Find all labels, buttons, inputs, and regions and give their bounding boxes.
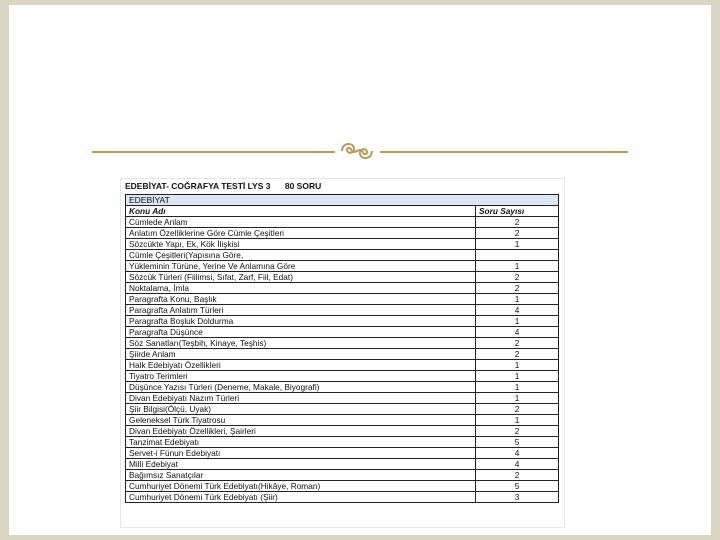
count-cell: 2 — [476, 426, 559, 437]
table-row — [126, 283, 559, 294]
table-row — [126, 217, 559, 228]
section-row — [126, 195, 559, 206]
topic-cell: Tanzimat Edebiyatı — [126, 437, 476, 448]
count-cell: 2 — [476, 349, 559, 360]
count-cell: 1 — [476, 393, 559, 404]
count-cell — [476, 250, 559, 261]
divider-line-right — [380, 151, 628, 153]
table-row — [126, 415, 559, 426]
header-row — [126, 206, 559, 217]
count-cell: 2 — [476, 228, 559, 239]
table-row — [126, 316, 559, 327]
count-cell: 4 — [476, 305, 559, 316]
table-row — [126, 437, 559, 448]
spreadsheet-image — [121, 179, 564, 527]
topics-table — [125, 194, 559, 503]
table-row — [126, 261, 559, 272]
count-cell: 4 — [476, 448, 559, 459]
topic-cell: Divan Edebiyatı Nazım Türleri — [126, 393, 476, 404]
header-count: Soru Sayısı — [476, 206, 559, 217]
table-row — [126, 470, 559, 481]
count-cell: 4 — [476, 327, 559, 338]
table-row — [126, 349, 559, 360]
section-label: EDEBİYAT — [126, 195, 559, 206]
topic-cell: Anlatım Özelliklerine Göre Cümle Çeşitleri — [126, 228, 476, 239]
count-cell: 3 — [476, 492, 559, 503]
table-row — [126, 448, 559, 459]
topic-cell: Sözcük Türleri (Fiilimsi, Sıfat, Zarf, Fiil, Edat) — [126, 272, 476, 283]
count-cell: 2 — [476, 217, 559, 228]
table-row — [126, 239, 559, 250]
scroll-swirl-icon — [336, 138, 378, 164]
topic-cell: Şiir Bilgisi(Ölçü, Uyak) — [126, 404, 476, 415]
topic-cell: Geleneksel Türk Tiyatrosu — [126, 415, 476, 426]
topic-cell: Servet-i Fünun Edebiyatı — [126, 448, 476, 459]
topic-cell: Paragrafta Boşluk Doldurma — [126, 316, 476, 327]
count-cell: 1 — [476, 371, 559, 382]
table-row — [126, 426, 559, 437]
count-cell: 2 — [476, 470, 559, 481]
count-cell: 1 — [476, 415, 559, 426]
topic-cell: Cümlede Anlam — [126, 217, 476, 228]
table-row — [126, 459, 559, 470]
count-cell: 2 — [476, 404, 559, 415]
count-cell: 2 — [476, 338, 559, 349]
table-row — [126, 382, 559, 393]
count-cell: 1 — [476, 360, 559, 371]
topic-cell: Cümle Çeşitleri(Yapısına Göre, — [126, 250, 476, 261]
topic-cell: Halk Edebiyatı Özellikleri — [126, 360, 476, 371]
table-row — [126, 228, 559, 239]
table-row — [126, 404, 559, 415]
topic-cell: Bağımsız Sanatçılar — [126, 470, 476, 481]
divider-line-left — [92, 151, 335, 153]
sheet-title-text: EDEBİYAT- COĞRAFYA TESTİ LYS 3 — [125, 181, 271, 191]
sheet-title — [125, 181, 321, 193]
topic-cell: Paragrafta Düşünce — [126, 327, 476, 338]
topic-cell: Cumhuriyet Dönemi Türk Edebiyatı(Hikâye, Roman) — [126, 481, 476, 492]
table-row — [126, 371, 559, 382]
topic-cell: Divan Edebiyatı Özellikleri, Şairleri — [126, 426, 476, 437]
topic-cell: Noktalama, İmla — [126, 283, 476, 294]
topic-cell: Paragrafta Anlatım Türleri — [126, 305, 476, 316]
table-row — [126, 305, 559, 316]
header-topic: Konu Adı — [126, 206, 476, 217]
topic-cell: Söz Sanatları(Teşbih, Kinaye, Teşhis) — [126, 338, 476, 349]
table-row — [126, 492, 559, 503]
table-row — [126, 250, 559, 261]
count-cell: 5 — [476, 437, 559, 448]
table-row — [126, 338, 559, 349]
table-row — [126, 294, 559, 305]
topic-cell: Milli Edebiyat — [126, 459, 476, 470]
topic-cell: Sözcükte Yapı, Ek, Kök İlişkisi — [126, 239, 476, 250]
table-row — [126, 393, 559, 404]
count-cell: 1 — [476, 382, 559, 393]
topic-cell: Paragrafta Konu, Başlık — [126, 294, 476, 305]
count-cell: 5 — [476, 481, 559, 492]
topic-cell: Tiyatro Terimleri — [126, 371, 476, 382]
table-row — [126, 327, 559, 338]
count-cell: 1 — [476, 316, 559, 327]
count-cell: 1 — [476, 261, 559, 272]
count-cell: 1 — [476, 239, 559, 250]
topic-cell: Cumhuriyet Dönemi Türk Edebiyatı (Şiir) — [126, 492, 476, 503]
count-cell: 4 — [476, 459, 559, 470]
count-cell: 1 — [476, 294, 559, 305]
topic-cell: Düşünce Yazısı Türleri (Deneme, Makale, Biyografi) — [126, 382, 476, 393]
topic-cell: Yükleminin Türüne, Yerine Ve Anlamına Göre — [126, 261, 476, 272]
table-row — [126, 360, 559, 371]
count-cell: 2 — [476, 272, 559, 283]
count-cell: 2 — [476, 283, 559, 294]
table-row — [126, 272, 559, 283]
table-row — [126, 481, 559, 492]
sheet-title-count: 80 SORU — [284, 181, 322, 191]
topic-cell: Şiirde Anlam — [126, 349, 476, 360]
